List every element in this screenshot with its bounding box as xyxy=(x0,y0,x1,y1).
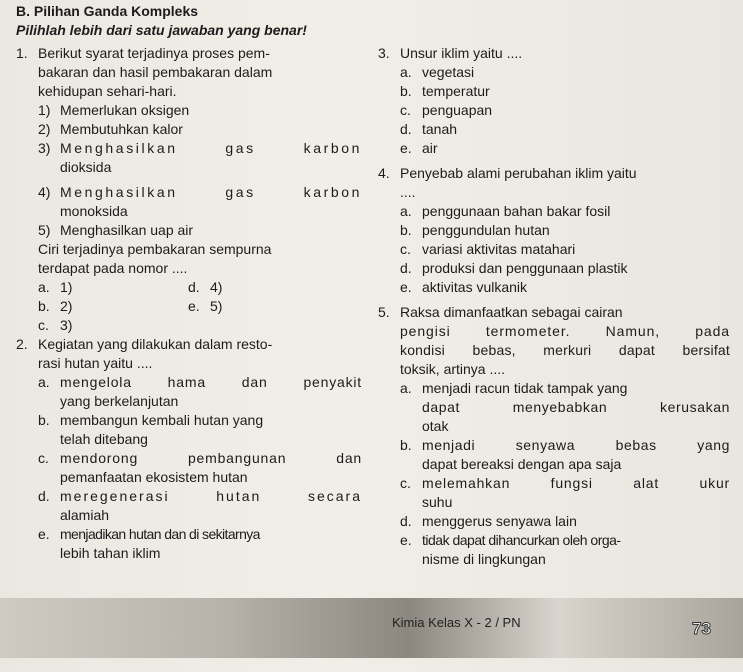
choice-d[interactable]: d. menggerus senyawa lain xyxy=(400,513,577,529)
question-number: 1. xyxy=(16,45,28,61)
choice-c[interactable]: c. 3) xyxy=(38,317,73,333)
choice-b[interactable]: b. membangun kembali hutan yang xyxy=(38,412,264,428)
choice-b[interactable]: b. 2) xyxy=(38,298,73,314)
choice-d[interactable]: d. produksi dan penggunaan plastik xyxy=(400,260,628,276)
choice-e[interactable]: e. 5) xyxy=(188,298,223,314)
choice-d[interactable]: d. meregenerasi hutan secara xyxy=(38,488,362,504)
question-text: kondisi bebas, merkuri dapat bersifat xyxy=(400,342,730,358)
statement-item: 1) Memerlukan oksigen xyxy=(38,102,190,118)
choice-c[interactable]: c. penguapan xyxy=(400,102,493,118)
choice-a[interactable]: a. menjadi racun tidak tampak yang xyxy=(400,380,628,396)
question-text: Ciri terjadinya pembakaran sempurna xyxy=(38,241,272,257)
choice-d[interactable]: d. 4) xyxy=(188,279,223,295)
choice-e[interactable]: e. aktivitas vulkanik xyxy=(400,279,528,295)
question-4 xyxy=(378,164,730,297)
choice-a[interactable]: a. vegetasi xyxy=(400,64,475,80)
question-text: .... xyxy=(400,184,416,200)
section-instruction: Pilihlah lebih dari satu jawaban yang benar! xyxy=(16,22,307,38)
choice-e[interactable]: e. tidak dapat dihancurkan oleh orga- xyxy=(400,532,621,548)
page-number: 73 xyxy=(692,619,711,638)
question-text: terdapat pada nomor .... xyxy=(38,260,188,276)
question-1 xyxy=(16,44,362,335)
statement-item: 2) Membutuhkan kalor xyxy=(38,121,183,137)
left-column xyxy=(16,44,362,563)
choice-row xyxy=(38,297,362,316)
question-text: Unsur iklim yaitu .... xyxy=(400,45,523,61)
question-3 xyxy=(378,44,730,158)
question-text: pengisi termometer. Namun, pada xyxy=(400,323,730,339)
choice-e[interactable]: e. menjadikan hutan dan di sekitarnya xyxy=(38,526,260,542)
question-text: bakaran dan hasil pembakaran dalam xyxy=(38,64,273,80)
choice-b[interactable]: b. penggundulan hutan xyxy=(400,222,550,238)
choice-a[interactable]: a. mengelola hama dan penyakit xyxy=(38,374,362,390)
choice-c[interactable]: c. variasi aktivitas matahari xyxy=(400,241,576,257)
question-number: 2. xyxy=(16,336,28,352)
question-text: Penyebab alami perubahan iklim yaitu xyxy=(400,165,637,181)
choice-c[interactable]: c. melemahkan fungsi alat ukur xyxy=(400,475,730,491)
choice-a[interactable]: a. penggunaan bahan bakar fosil xyxy=(400,203,611,219)
question-5: 5. Raksa dimanfaatkan sebagai cairan pengisi termometer. Namun, pada kondisi bebas, merkuri dapat bersifat toksik, artinya .... a. menjadi racun tidak tampak yang dapat menyebabkan kerusakan otak b. menjadi senyawa bebas yang dapat bereaksi dengan apa saja c. melemahkan fungsi alat ukur suhu d. menggerus senyawa lain e. tidak dapat dihancurkan oleh orga- nisme di lingkungan xyxy=(378,304,730,567)
question-text: kehidupan sehari-hari. xyxy=(38,83,177,99)
choice-e[interactable]: e. air xyxy=(400,140,438,156)
question-text: toksik, artinya .... xyxy=(400,361,506,377)
right-column xyxy=(378,44,730,569)
question-number: 5. xyxy=(378,304,390,320)
statement-item: 3) Menghasilkan gas karbon xyxy=(38,140,362,156)
choice-d[interactable]: d. tanah xyxy=(400,121,458,137)
choice-b[interactable]: b. menjadi senyawa bebas yang xyxy=(400,437,730,453)
statement-item: 5) Menghasilkan uap air xyxy=(38,222,194,238)
book-title: Kimia Kelas X - 2 / PN xyxy=(392,615,521,630)
statement-item-cont: dioksida xyxy=(60,159,112,175)
question-text: Berikut syarat terjadinya proses pem- xyxy=(38,45,270,61)
choice-b[interactable]: b. temperatur xyxy=(400,83,490,99)
question-number: 4. xyxy=(378,165,390,181)
page-footer xyxy=(0,598,743,658)
question-text: Raksa dimanfaatkan sebagai cairan xyxy=(400,304,623,320)
choice-a[interactable]: a. 1) xyxy=(38,279,73,295)
question-text: Kegiatan yang dilakukan dalam resto- xyxy=(38,336,273,352)
question-text: rasi hutan yaitu .... xyxy=(38,355,153,371)
question-number: 3. xyxy=(378,45,390,61)
choice-row xyxy=(38,316,362,335)
question-2: 2. Kegiatan yang dilakukan dalam resto- rasi hutan yaitu .... a. mengelola hama dan penyakit yang berkelanjutan b. membangun kembali hutan yang telah ditebang c. mendorong pembangunan dan pemanfaatan ekosistem hutan d. meregenerasi hutan secara alamiah e. menjadikan hutan dan di sekitarnya lebih tahan iklim xyxy=(16,336,362,561)
choice-row xyxy=(38,278,362,297)
choice-c[interactable]: c. mendorong pembangunan dan xyxy=(38,450,362,466)
statement-item: 4) Menghasilkan gas karbon xyxy=(38,184,362,200)
section-title: B. Pilihan Ganda Kompleks xyxy=(16,3,199,19)
statement-item-cont: monoksida xyxy=(60,203,128,219)
